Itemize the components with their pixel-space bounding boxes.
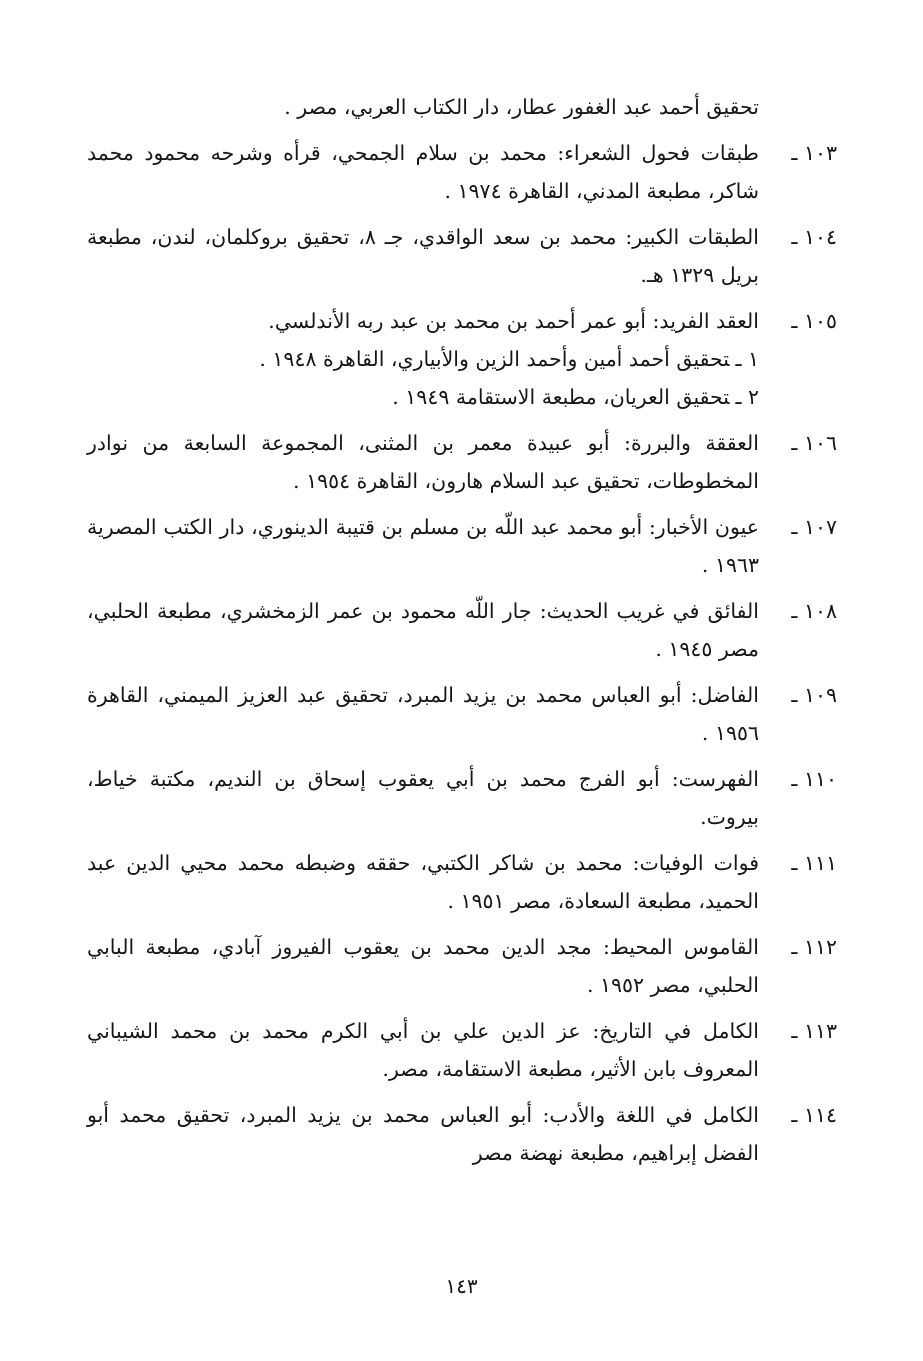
sub-entry-text: تحقيق العريان، مطبعة الاستقامة ١٩٤٩ . [392,385,730,409]
sub-entry-2 [87,378,759,416]
entry-number: ١١٢ ـ [791,935,837,959]
page-number: ١٤٣ [445,1274,478,1298]
entry-number: ١٠٨ ـ [791,599,837,623]
entry-text: القاموس المحيط: مجد الدين محمد بن يعقوب الفيروز آبادي، مطبعة البابي الحلبي، مصر ١٩٥٢ . [87,935,759,997]
sub-entry-number: ١ ـ [735,347,759,371]
entry-number: ١٠٤ ـ [791,225,837,249]
entry-108 [87,592,837,668]
entry-text: الفائق في غريب الحديث: جار اللّه محمود بن عمر الزمخشري، مطبعة الحلبي، مصر ١٩٤٥ . [87,599,759,661]
continuation-line: تحقيق أحمد عبد الغفور عطار، دار الكتاب العربي، مصر . [284,95,759,119]
entry-text: الفهرست: أبو الفرج محمد بن أبي يعقوب إسحاق بن النديم، مكتبة خياط، بيروت. [87,767,759,829]
entry-text: الكامل في اللغة والأدب: أبو العباس محمد بن يزيد المبرد، تحقيق محمد أبو الفضل إبراهيم، مطبعة نهضة مصر [87,1103,759,1165]
entry-number: ١١١ ـ [791,851,837,875]
entry-number: ١٠٥ ـ [791,309,837,333]
entry-107 [87,508,837,584]
entry-text: طبقات فحول الشعراء: محمد بن سلام الجمحي، قرأه وشرحه محمود محمد شاكر، مطبعة المدني، القاهرة ١٩٧٤ . [87,141,759,203]
entry-112 [87,928,837,1004]
entry-text: فوات الوفيات: محمد بن شاكر الكتبي، حققه وضبطه محمد محيي الدين عبد الحميد، مطبعة السعادة، مصر ١٩٥١ . [87,851,759,913]
entry-text: الطبقات الكبير: محمد بن سعد الواقدي، جـ ٨، تحقيق بروكلمان، لندن، مطبعة بريل ١٣٢٩ هـ. [87,225,759,287]
entry-number: ١١٣ ـ [791,1019,837,1043]
entry-103 [87,134,837,210]
entry-number: ١٠٧ ـ [791,515,837,539]
entry-106 [87,424,837,500]
entry-number: ١١٠ ـ [791,767,837,791]
entry-number: ١٠٣ ـ [791,141,837,165]
entry-text: العققة والبررة: أبو عبيدة معمر بن المثنى، المجموعة السابعة من نوادر المخطوطات، تحقيق عبد السلام هارون، القاهرة ١٩٥٤ . [87,431,759,493]
entry-105 [87,302,837,416]
entry-number: ١١٤ ـ [791,1103,837,1127]
entry-111 [87,844,837,920]
entry-113 [87,1012,837,1088]
entry-text: الكامل في التاريخ: عز الدين علي بن أبي الكرم محمد بن محمد الشيباني المعروف بابن الأثير، مطبعة الاستقامة، مصر. [87,1019,759,1081]
entry-104 [87,218,837,294]
sub-entry-text: تحقيق أحمد أمين وأحمد الزين والأبياري، القاهرة ١٩٤٨ . [259,347,730,371]
entry-109 [87,676,837,752]
bibliography-page [87,88,837,1180]
entry-text: عيون الأخبار: أبو محمد عبد اللّه بن مسلم بن قتيبة الدينوري، دار الكتب المصرية ١٩٦٣ . [87,515,759,577]
entry-114 [87,1096,837,1172]
entry-text: العقد الفريد: أبو عمر أحمد بن محمد بن عبد ربه الأندلسي. [268,309,759,333]
entry-110 [87,760,837,836]
entry-text: الفاضل: أبو العباس محمد بن يزيد المبرد، تحقيق عبد العزيز الميمني، القاهرة ١٩٥٦ . [87,683,759,745]
sub-entry-number: ٢ ـ [735,385,759,409]
sub-entry-1 [87,340,759,378]
entry-number: ١٠٩ ـ [791,683,837,707]
entry-number: ١٠٦ ـ [791,431,837,455]
